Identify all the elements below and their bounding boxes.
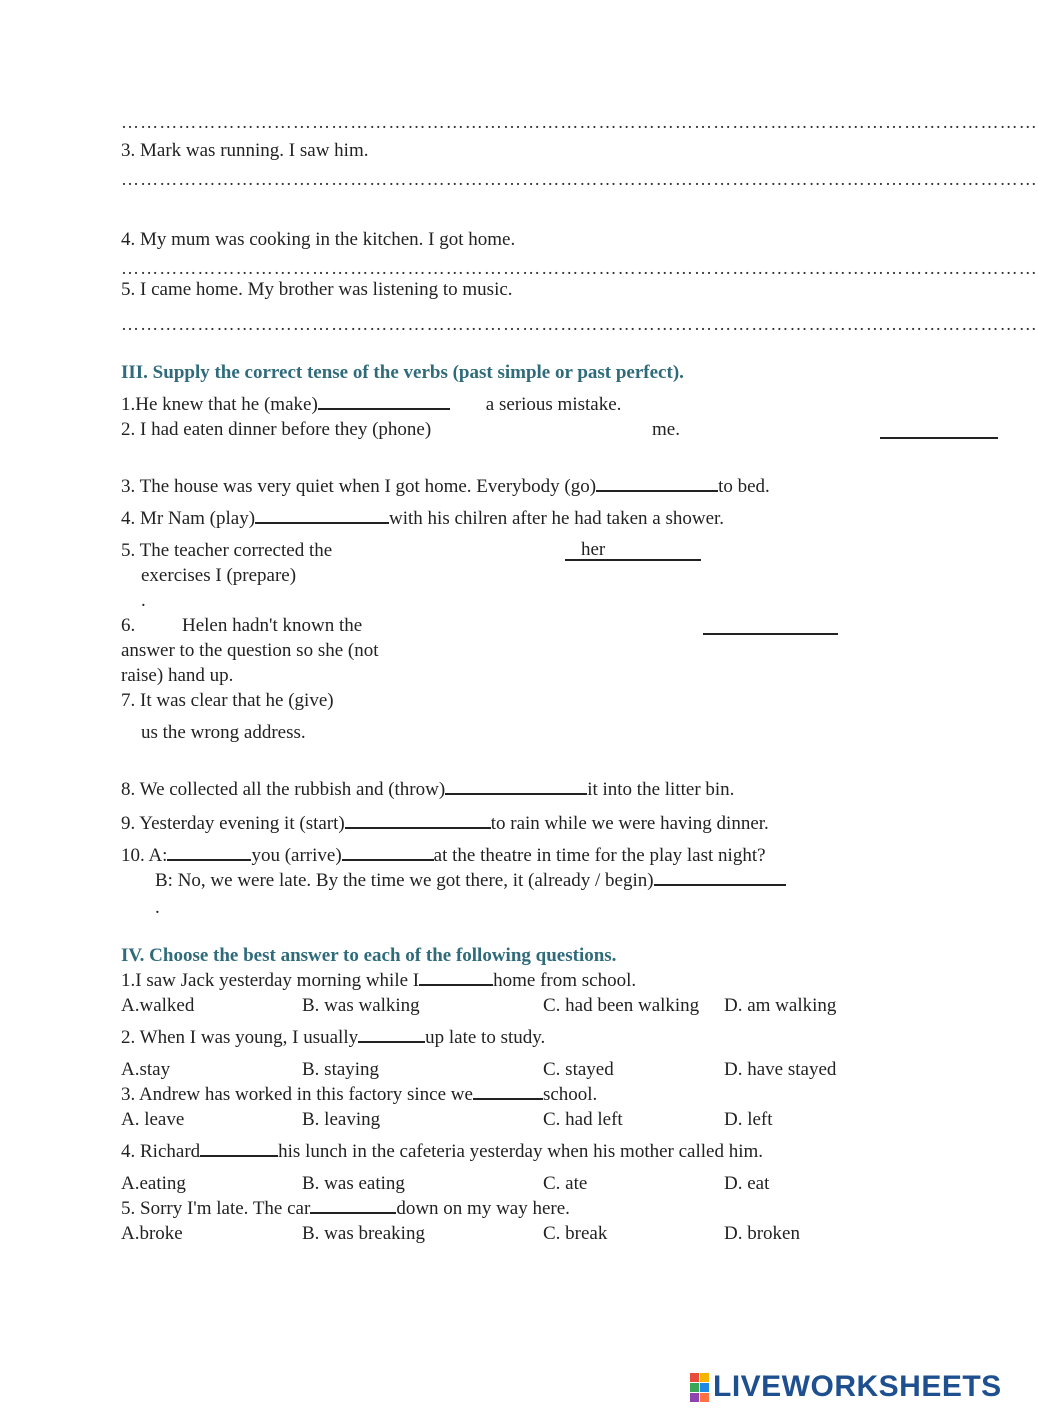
answer-blank[interactable] (880, 437, 998, 439)
question-text (121, 845, 766, 867)
mc-option-c[interactable]: C. break (543, 1223, 608, 1244)
q5-hint: her (581, 539, 606, 560)
answer-blank[interactable] (358, 1040, 425, 1043)
answer-blank[interactable] (345, 826, 491, 829)
question-text (121, 813, 769, 835)
answer-blank[interactable] (473, 1097, 543, 1100)
question-text: exercises I (prepare) (141, 565, 297, 586)
question-text (121, 508, 724, 530)
question-text: 7. It was clear that he (give) (121, 690, 334, 711)
q4-stem: 4. Mr Nam (play) (121, 508, 256, 529)
question-text: 2. I had eaten dinner before they (phone) (121, 419, 432, 440)
q10-tail: at the theatre in time for the play last night? (433, 845, 766, 866)
question-text: raise) hand up. (121, 665, 234, 686)
mc-option-d[interactable]: D. broken (724, 1223, 800, 1244)
mc-stem-end: up late to study. (425, 1027, 546, 1048)
mc-option-a[interactable]: A.stay (121, 1059, 171, 1080)
mc-stem-start: 5. Sorry I'm late. The car (121, 1198, 311, 1219)
q3-tail: to bed. (718, 476, 770, 497)
logo-mark-icon (690, 1373, 709, 1402)
mc-stem-end: down on my way here. (396, 1198, 570, 1219)
mc-option-d[interactable]: D. have stayed (724, 1059, 837, 1080)
mc-stem-start: 1.I saw Jack yesterday morning while I (121, 970, 420, 991)
mc-option-c[interactable]: C. had left (543, 1109, 623, 1130)
mc-question-stem (121, 970, 636, 992)
question-text: 5. I came home. My brother was listening to music. (121, 279, 513, 300)
mc-option-c[interactable]: C. ate (543, 1173, 588, 1194)
mc-stem-start: 2. When I was young, I usually (121, 1027, 359, 1048)
logo-square (690, 1373, 699, 1382)
mc-question-stem (121, 1141, 763, 1163)
question-text: . (155, 897, 160, 918)
question-text: 3. Mark was running. I saw him. (121, 140, 369, 161)
mc-stem-end: home from school. (493, 970, 637, 991)
q10-mid: you (arrive) (251, 845, 342, 866)
q10-b-stem: B: No, we were late. By the time we got there, it (already / begin) (155, 870, 654, 891)
logo-square (700, 1383, 709, 1392)
q1-tail: a serious mistake. (485, 394, 622, 415)
question-text: answer to the question so she (not (121, 640, 379, 661)
logo-square (700, 1393, 709, 1402)
answer-blank[interactable] (445, 792, 587, 795)
q4-tail: with his chilren after he had taken a shower. (389, 508, 725, 529)
question-tail: me. (652, 419, 680, 440)
mc-question-stem (121, 1198, 570, 1220)
mc-option-d[interactable]: D. am walking (724, 995, 837, 1016)
answer-blank[interactable] (310, 1211, 396, 1214)
mc-option-b[interactable]: B. staying (302, 1059, 380, 1080)
question-text (121, 394, 621, 416)
answer-blank[interactable] (703, 633, 838, 635)
q8-stem: 8. We collected all the rubbish and (throw) (121, 779, 446, 800)
answer-blank[interactable] (565, 540, 701, 561)
q3-stem: 3. The house was very quiet when I got home. Everybody (go) (121, 476, 597, 497)
mc-option-b[interactable]: B. leaving (302, 1109, 381, 1130)
answer-blank[interactable] (200, 1154, 278, 1157)
mc-stem-end: his lunch in the cafeteria yesterday when his mother called him. (278, 1141, 764, 1162)
section-heading: IV. Choose the best answer to each of the following questions. (121, 945, 617, 966)
answer-blank[interactable] (654, 883, 786, 886)
logo-square (690, 1383, 699, 1392)
question-text (121, 476, 770, 498)
q8-tail: it into the litter bin. (587, 779, 735, 800)
logo-text: LIVEWORKSHEETS (713, 1370, 1002, 1403)
q1-stem: 1.He knew that he (make) (121, 394, 318, 415)
mc-option-d[interactable]: D. eat (724, 1173, 770, 1194)
q10-stem: 10. A: (121, 845, 168, 866)
mc-option-a[interactable]: A.eating (121, 1173, 186, 1194)
mc-question-stem (121, 1084, 597, 1106)
mc-stem-end: school. (542, 1084, 598, 1105)
mc-option-a[interactable]: A.broke (121, 1223, 183, 1244)
mc-option-c[interactable]: C. stayed (543, 1059, 614, 1080)
mc-option-c[interactable]: C. had been walking (543, 995, 700, 1016)
logo-square (700, 1373, 709, 1382)
answer-blank[interactable] (596, 489, 718, 492)
answer-line[interactable]: ……………………………………………………………………………………………………………………………… (121, 258, 1038, 278)
question-text: . (141, 590, 146, 611)
answer-blank[interactable] (255, 521, 389, 524)
answer-blank[interactable] (167, 858, 251, 861)
mc-stem-start: 4. Richard (121, 1141, 201, 1162)
answer-line[interactable]: ……………………………………………………………………………………………………………………………… (121, 112, 1038, 132)
mc-option-a[interactable]: A.walked (121, 995, 195, 1016)
answer-line[interactable]: ……………………………………………………………………………………………………………………………… (121, 314, 1038, 334)
q9-tail: to rain while we were having dinner. (490, 813, 769, 834)
q9-stem: 9. Yesterday evening it (start) (121, 813, 345, 834)
logo-square (690, 1393, 699, 1402)
answer-line[interactable]: ……………………………………………………………………………………………………………………………… (121, 169, 1038, 189)
mc-question-stem (121, 1027, 545, 1049)
question-text: 5. The teacher corrected the (121, 540, 333, 561)
mc-option-b[interactable]: B. was eating (302, 1173, 405, 1194)
liveworksheets-logo (690, 1370, 1002, 1404)
question-text (155, 870, 786, 892)
section-heading: III. Supply the correct tense of the verbs (past simple or past perfect). (121, 362, 684, 383)
answer-blank[interactable] (419, 983, 493, 986)
mc-option-b[interactable]: B. was breaking (302, 1223, 425, 1244)
mc-option-b[interactable]: B. was walking (302, 995, 420, 1016)
question-text: 4. My mum was cooking in the kitchen. I got home. (121, 229, 516, 250)
mc-option-d[interactable]: D. left (724, 1109, 773, 1130)
mc-stem-start: 3. Andrew has worked in this factory since we (121, 1084, 473, 1105)
mc-option-a[interactable]: A. leave (121, 1109, 185, 1130)
question-text (121, 779, 734, 801)
answer-blank[interactable] (342, 858, 434, 861)
question-number: 6. (121, 615, 136, 636)
answer-blank[interactable] (318, 407, 450, 410)
question-text: Helen hadn't known the (182, 615, 363, 636)
question-text: us the wrong address. (141, 722, 306, 743)
